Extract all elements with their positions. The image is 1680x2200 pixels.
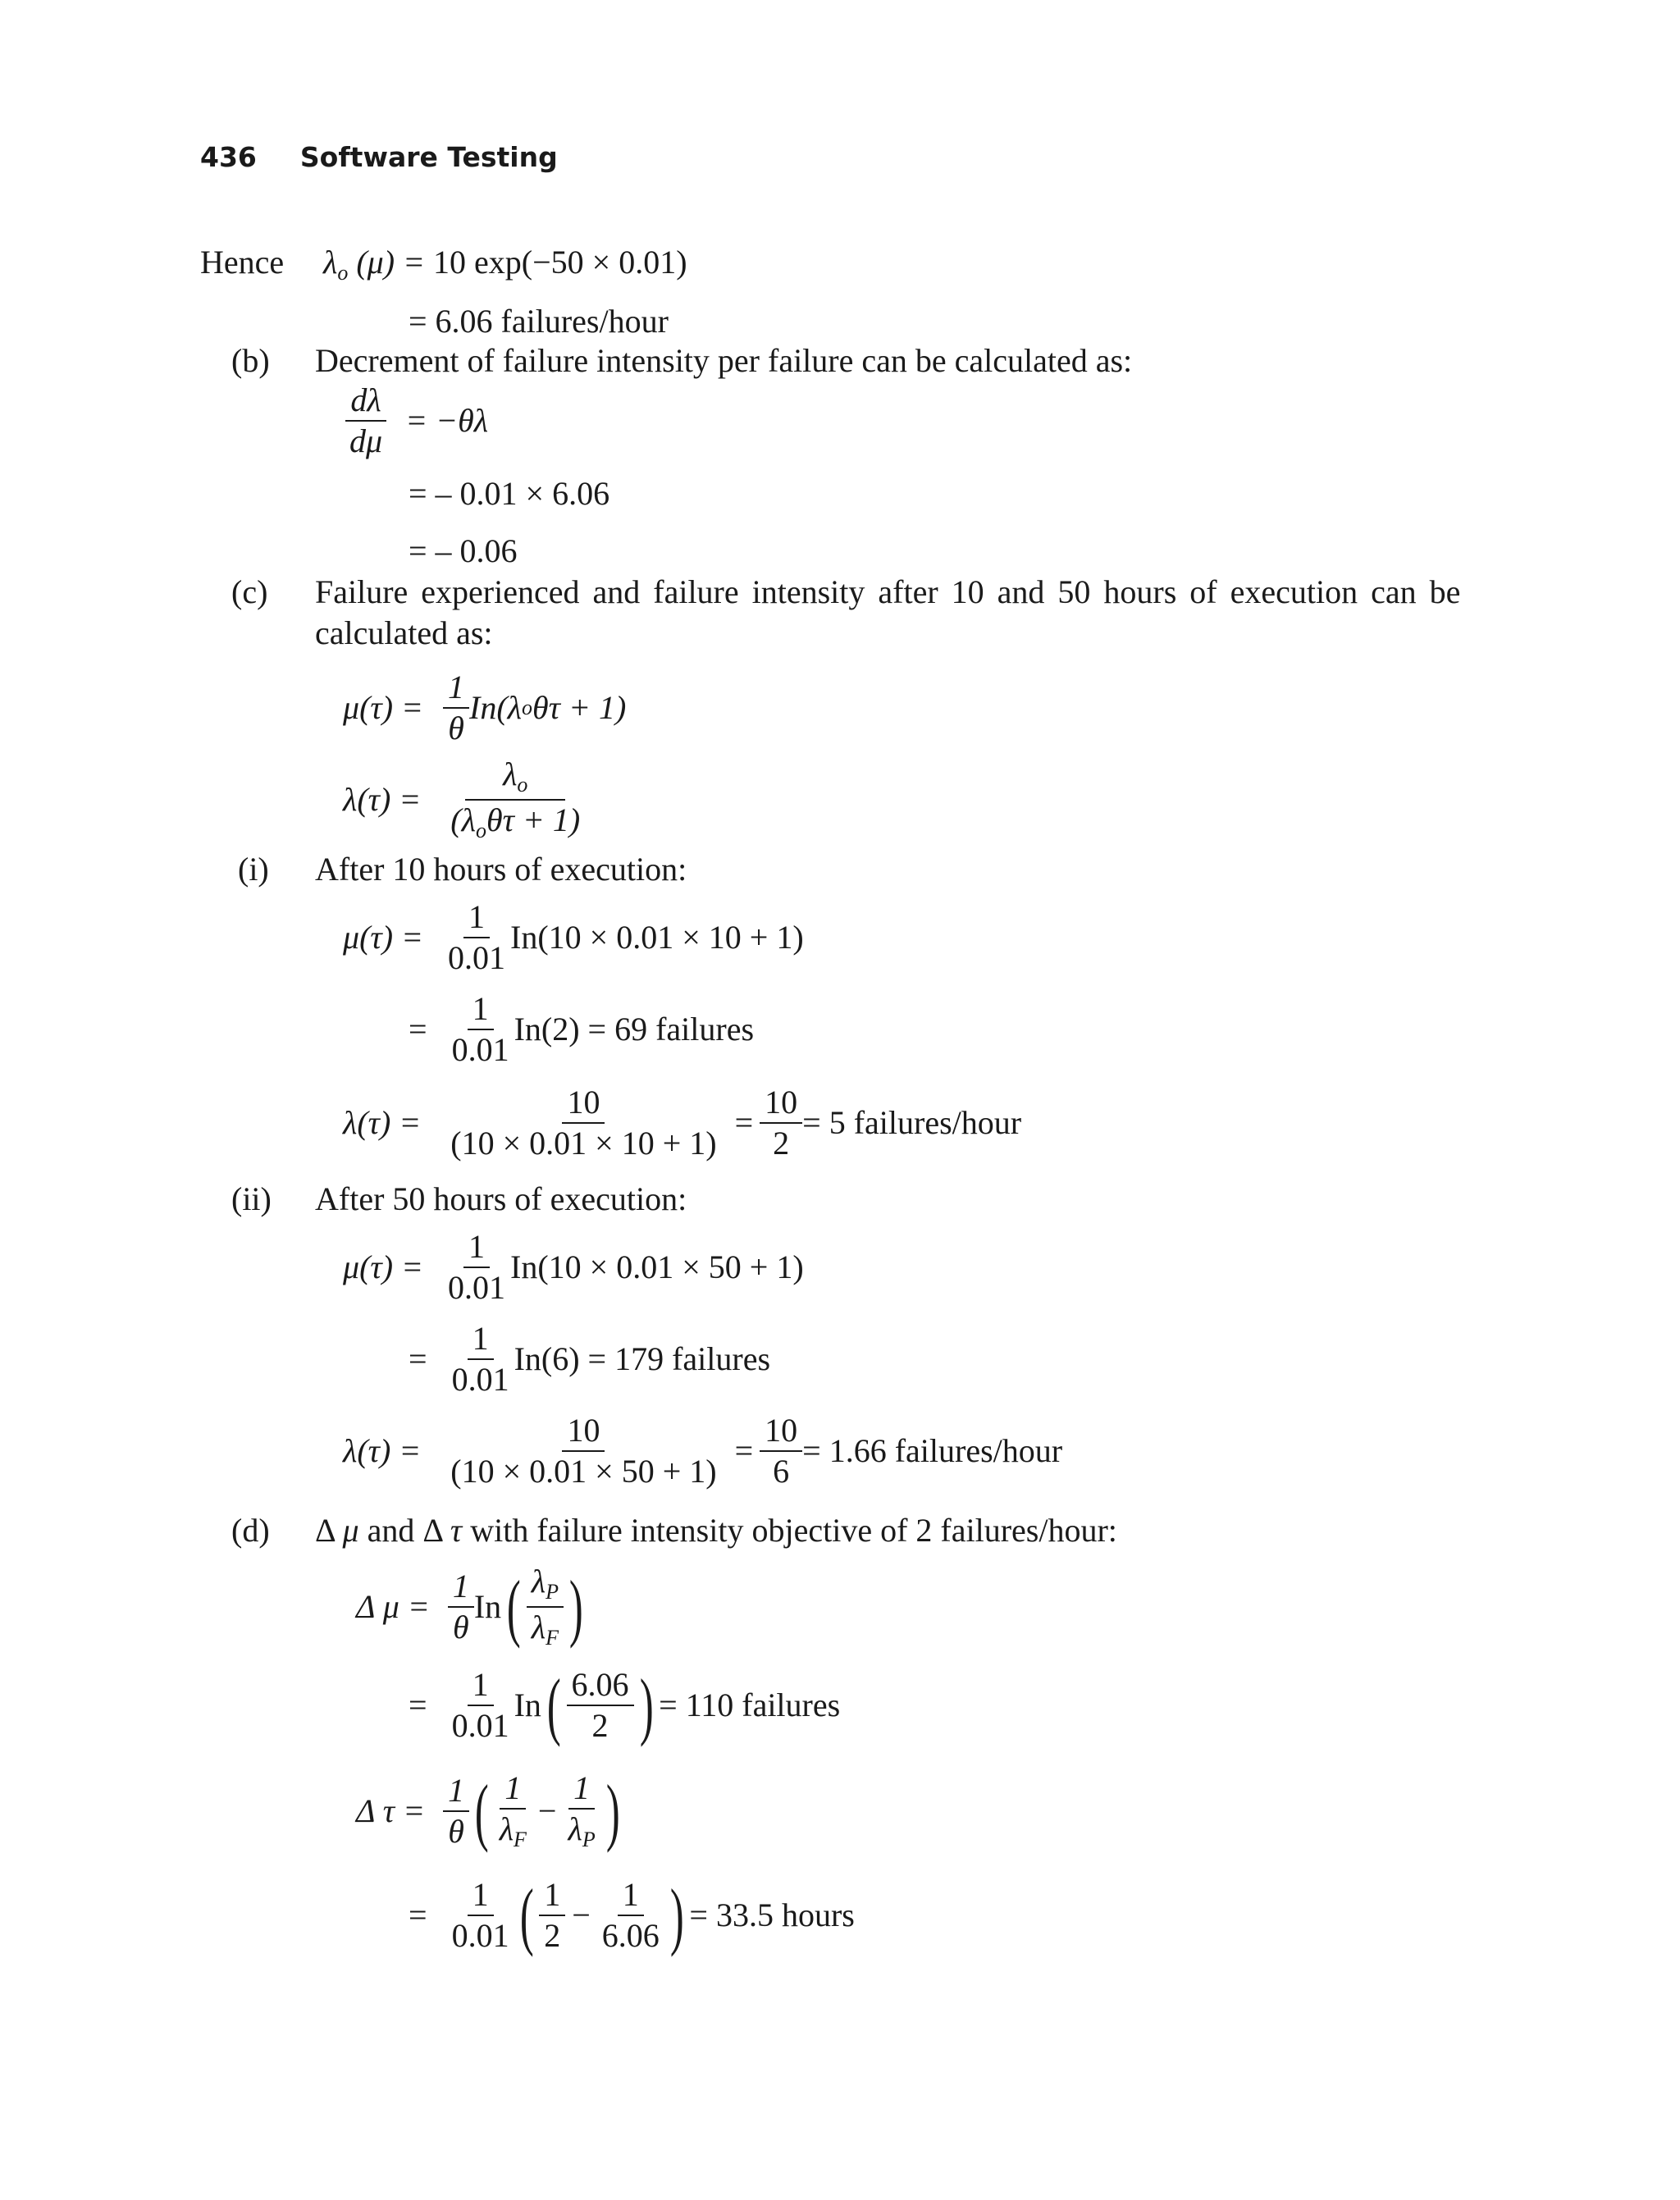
denominator: 2 <box>773 1125 790 1162</box>
denominator <box>527 1606 564 1649</box>
numerator: 1 <box>468 1322 494 1360</box>
delta-tau-result <box>409 1873 855 1957</box>
left-paren: ( <box>474 1769 489 1853</box>
minus: − <box>572 1896 591 1933</box>
subscript: P <box>582 1828 596 1851</box>
lambda: λ <box>531 1563 546 1600</box>
lhs: λ(τ) = <box>343 781 422 818</box>
numerator: 1 <box>463 901 490 938</box>
equation-result: = 6.06 failures/hour <box>409 303 669 340</box>
mu-10h-result <box>409 990 755 1068</box>
running-header <box>200 141 558 173</box>
delta: Δ <box>315 1512 335 1549</box>
subscript: F <box>514 1828 527 1851</box>
denominator: 0.01 <box>451 1707 509 1744</box>
fraction <box>447 1878 514 1952</box>
inv-lambda-f <box>495 1769 532 1851</box>
lambda: λ <box>531 1609 546 1645</box>
result: = 1.66 failures/hour <box>802 1432 1063 1469</box>
lambda: λ <box>499 1810 514 1847</box>
denominator: θ <box>448 710 464 746</box>
right-paren: ) <box>639 1663 654 1747</box>
denominator: θ <box>453 1609 469 1645</box>
equals: = <box>734 1104 754 1141</box>
subscript: o <box>517 773 528 796</box>
fraction <box>443 671 469 745</box>
numerator: 10 <box>760 1086 802 1124</box>
lambda-ratio <box>527 1565 564 1649</box>
denominator: 0.01 <box>451 1361 509 1398</box>
mu-formula <box>343 671 626 745</box>
subscript: o <box>337 261 349 285</box>
label-ii: (ii) <box>231 1180 272 1217</box>
denominator: dμ <box>349 422 383 459</box>
numerator <box>465 755 565 801</box>
part-c-text-line-2: calculated as: <box>315 614 493 651</box>
lambda-symbol: λ <box>323 244 338 281</box>
numerator: 1 <box>500 1772 526 1810</box>
part-ii-text: After 50 hours of execution: <box>315 1180 687 1217</box>
lhs: Δ μ = <box>356 1588 430 1625</box>
part-d-rest: with failure intensity objective of 2 failures/hour: <box>462 1512 1117 1549</box>
numerator <box>527 1565 564 1606</box>
result: = 33.5 hours <box>689 1896 855 1933</box>
denominator <box>563 1810 600 1851</box>
denominator: 0.01 <box>451 1917 509 1954</box>
lhs: λ(τ) = <box>343 1432 422 1469</box>
delta-mu-result <box>409 1663 841 1747</box>
label-c: (c) <box>231 573 268 610</box>
fraction <box>448 1570 474 1644</box>
lambda-symbol: λ <box>503 755 518 792</box>
part-c-text-line-1: Failure experienced and failure intensity after 10 and 50 hours of execution can be <box>315 573 1461 610</box>
fraction <box>597 1878 664 1952</box>
equals: = <box>734 1432 754 1469</box>
denominator: 0.01 <box>448 939 506 976</box>
numerator: 1 <box>468 993 494 1030</box>
derivative-fraction <box>345 381 387 459</box>
lambda: λ <box>568 1810 582 1847</box>
lhs: Δ τ = <box>356 1792 426 1829</box>
fraction <box>447 1322 514 1396</box>
denominator <box>495 1810 532 1851</box>
denominator: (10 × 0.01 × 10 + 1) <box>450 1125 717 1162</box>
result: = 110 failures <box>659 1687 841 1723</box>
label-b: (b) <box>231 342 270 379</box>
subscript: F <box>546 1626 559 1650</box>
numerator: 1 <box>448 1570 474 1608</box>
lambda-10h <box>343 1086 1021 1160</box>
lhs: μ(τ) = <box>343 689 424 726</box>
fraction <box>443 1774 469 1848</box>
derivative-equation <box>345 381 489 459</box>
equation-step: = – 0.06 <box>409 532 518 569</box>
result: = 5 failures/hour <box>802 1104 1022 1141</box>
fraction <box>445 1086 721 1160</box>
denominator: 0.01 <box>451 1031 509 1068</box>
rhs-value: 10 exp(−50 × 0.01) <box>433 244 687 281</box>
fraction <box>447 1668 514 1742</box>
mu-10h <box>343 898 804 976</box>
book-title: Software Testing <box>299 141 558 173</box>
equals: = <box>409 1896 427 1933</box>
rhs: In(2) = 69 failures <box>514 1011 755 1048</box>
den-b: θτ + 1) <box>486 801 581 838</box>
numerator: 1 <box>463 1230 490 1268</box>
numerator: 1 <box>468 1878 494 1916</box>
left-paren: ( <box>546 1663 561 1747</box>
delta-tau-formula <box>356 1769 625 1853</box>
denominator: θ <box>448 1813 464 1850</box>
subscript: o <box>475 819 486 842</box>
equation-step: = – 0.01 × 6.06 <box>409 475 610 512</box>
right-paren: ) <box>669 1873 684 1957</box>
label-i: (i) <box>238 851 269 888</box>
equals: = <box>409 1687 427 1723</box>
fraction <box>445 1414 721 1488</box>
ln: In <box>473 1588 502 1625</box>
rhs: = −θλ <box>405 402 489 439</box>
denominator: 2 <box>544 1917 561 1954</box>
inv-lambda-p <box>563 1769 600 1851</box>
denominator <box>445 801 585 842</box>
page-number: 436 <box>200 141 257 173</box>
numerator: 1 <box>618 1878 644 1916</box>
fraction <box>443 898 510 976</box>
numerator: 1 <box>539 1878 565 1916</box>
rhs-end: θτ + 1) <box>532 689 627 726</box>
denominator: 6.06 <box>601 1917 660 1954</box>
den-a: (λ <box>450 801 476 838</box>
part-d-text <box>315 1514 1117 1547</box>
right-paren: ) <box>605 1769 620 1853</box>
denominator: 6 <box>773 1453 790 1490</box>
mu-50h-result <box>409 1322 770 1396</box>
hence-label: Hence <box>200 244 285 281</box>
fraction <box>443 1230 510 1304</box>
ln: In <box>514 1687 541 1723</box>
denominator: 2 <box>591 1707 609 1744</box>
lambda-formula <box>343 755 585 842</box>
denominator: (10 × 0.01 × 50 + 1) <box>450 1453 717 1490</box>
fraction <box>447 990 514 1068</box>
rhs: In(6) = 179 failures <box>514 1340 771 1377</box>
ratio <box>567 1668 634 1742</box>
tau: τ <box>450 1512 463 1549</box>
numerator: 10 <box>562 1086 605 1124</box>
equation-lambda-mu <box>323 246 687 284</box>
lhs: λ(τ) = <box>343 1104 422 1141</box>
right-paren: ) <box>568 1564 583 1649</box>
left-paren: ( <box>507 1564 521 1649</box>
numerator: 1 <box>443 671 469 709</box>
numerator: 1 <box>468 1668 494 1706</box>
left-paren: ( <box>519 1873 534 1957</box>
lhs: μ(τ) = <box>343 919 424 956</box>
mu: μ <box>342 1512 359 1549</box>
numerator: dλ <box>345 384 386 422</box>
lhs-arg: (μ) = <box>356 244 426 281</box>
rhs: In(10 × 0.01 × 10 + 1) <box>510 919 804 956</box>
part-i-text: After 10 hours of execution: <box>315 851 687 888</box>
minus: − <box>537 1792 557 1829</box>
rhs: In(λ <box>469 689 522 726</box>
numerator: 10 <box>562 1414 605 1452</box>
subscript: P <box>546 1580 559 1604</box>
equals: = <box>409 1340 427 1377</box>
fraction <box>760 1414 802 1488</box>
lhs: μ(τ) = <box>343 1248 424 1285</box>
numerator: 1 <box>443 1774 469 1812</box>
numerator: 1 <box>568 1772 595 1810</box>
numerator: 10 <box>760 1414 802 1452</box>
subscript: o <box>522 696 532 719</box>
and-delta: and Δ <box>358 1512 450 1549</box>
fraction <box>539 1878 565 1952</box>
lambda-50h <box>343 1414 1062 1488</box>
mu-50h <box>343 1230 804 1304</box>
denominator: 0.01 <box>448 1269 506 1306</box>
numerator: 6.06 <box>567 1668 634 1706</box>
fraction <box>760 1086 802 1160</box>
fraction <box>445 755 585 842</box>
label-d: (d) <box>231 1512 270 1549</box>
part-b-text: Decrement of failure intensity per failure can be calculated as: <box>315 342 1133 379</box>
equals: = <box>409 1011 427 1048</box>
delta-mu-formula <box>356 1565 589 1649</box>
rhs: In(10 × 0.01 × 50 + 1) <box>510 1248 804 1285</box>
